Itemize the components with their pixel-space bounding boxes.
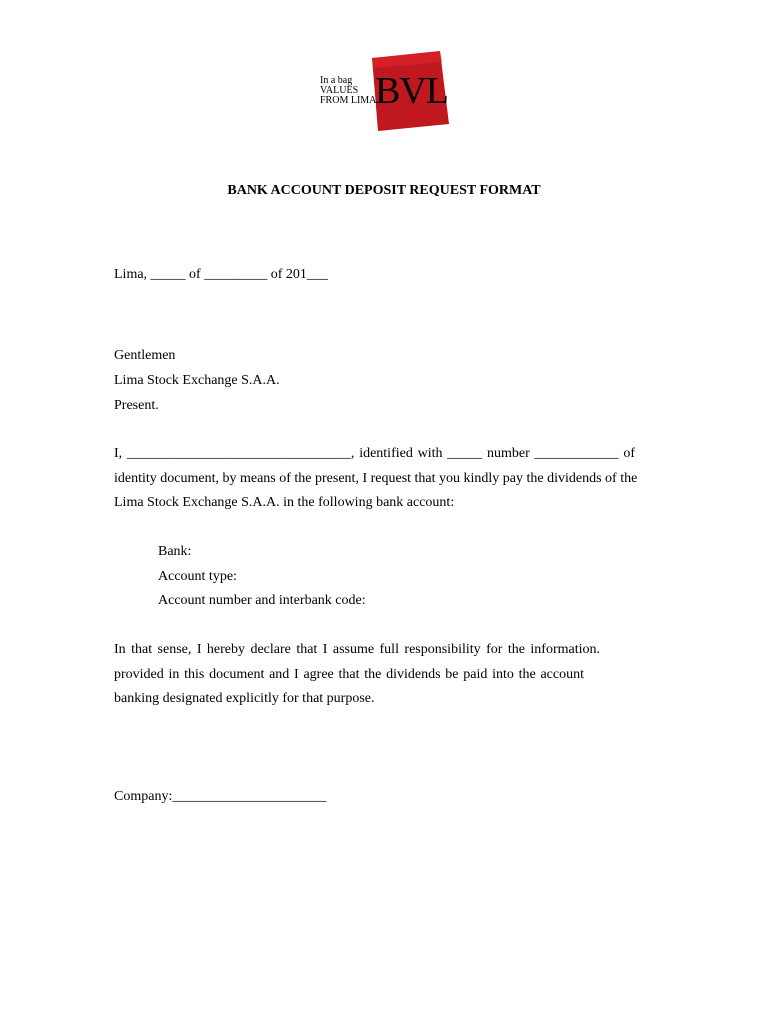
document-title: BANK ACCOUNT DEPOSIT REQUEST FORMAT xyxy=(227,183,541,198)
field-account-number: Account number and interbank code: xyxy=(158,593,366,608)
request-line-1: I, ________________________________, identified with _____ number ____________ of xyxy=(114,446,635,461)
field-account-type: Account type: xyxy=(158,569,237,584)
bvl-logo xyxy=(320,50,455,136)
declaration-line-3: banking designated explicitly for that purpose. xyxy=(114,691,375,706)
addressee-line-1: Gentlemen xyxy=(114,348,176,363)
addressee-line-2: Lima Stock Exchange S.A.A. xyxy=(114,373,280,388)
request-line-2: identity document, by means of the present, I request that you kindly pay the dividends of the xyxy=(114,471,638,486)
logo-tagline: In a bag VALUES FROM LIMA xyxy=(320,75,377,106)
addressee-line-3: Present. xyxy=(114,398,159,413)
declaration-line-1: In that sense, I hereby declare that I assume full responsibility for the information. xyxy=(114,642,600,657)
date-line: Lima, _____ of _________ of 201___ xyxy=(114,267,328,282)
logo-mark: BVL xyxy=(375,70,448,112)
company-line: Company:______________________ xyxy=(114,789,327,804)
declaration-line-2: provided in this document and I agree that the dividends be paid into the account xyxy=(114,667,584,682)
request-line-3: Lima Stock Exchange S.A.A. in the following bank account: xyxy=(114,495,455,510)
field-bank: Bank: xyxy=(158,544,192,559)
